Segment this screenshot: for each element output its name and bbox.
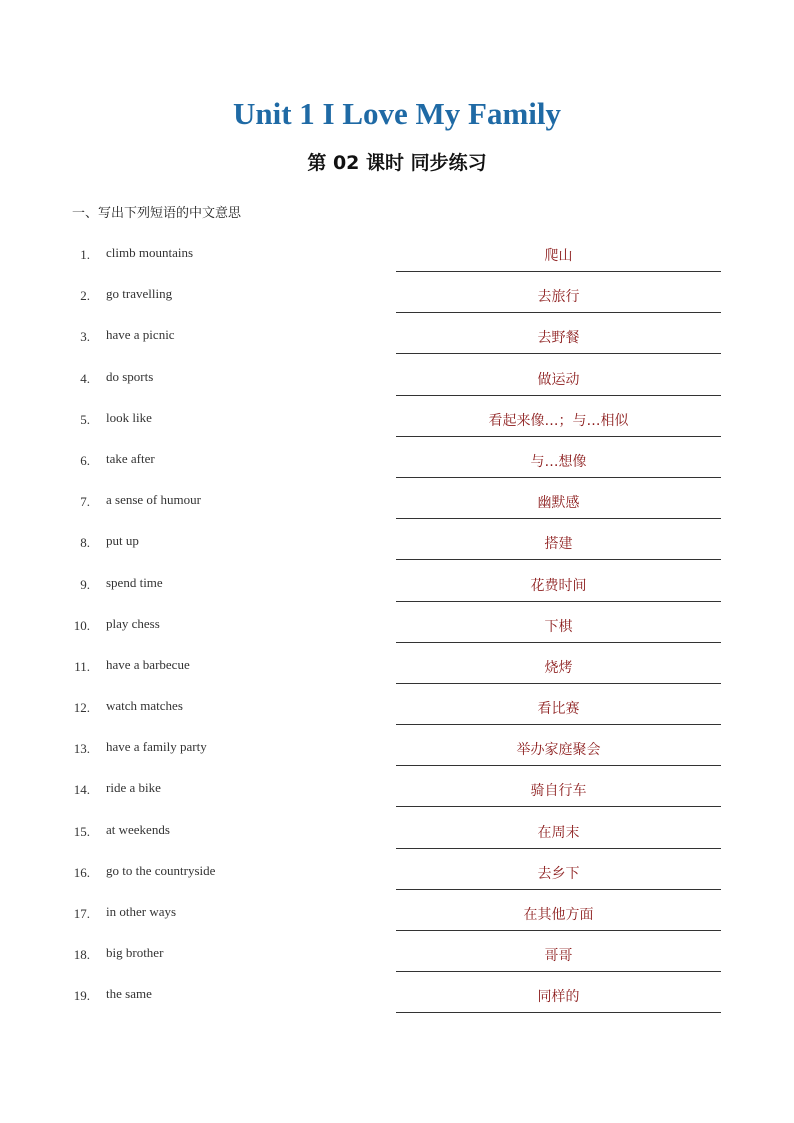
exercise-item: [0, 274, 794, 315]
english-phrase: have a family party: [106, 739, 207, 755]
exercise-item: [0, 933, 794, 974]
chinese-answer: 骑自行车: [530, 783, 587, 800]
item-number: 13.: [73, 741, 90, 757]
exercise-item: [0, 357, 794, 398]
exercise-item: [0, 892, 794, 933]
answer-line: [396, 1012, 721, 1013]
english-phrase: spend time: [106, 574, 163, 590]
english-phrase: climb mountains: [106, 245, 194, 260]
exercise-item: [0, 974, 794, 1015]
english-phrase: ride a bike: [106, 780, 161, 796]
english-phrase: at weekends: [106, 821, 170, 837]
english-phrase: a sense of humour: [106, 492, 201, 508]
english-phrase: big brother: [106, 945, 164, 961]
exercise-item: [0, 398, 794, 439]
item-number: 18.: [73, 947, 90, 963]
english-phrase: have a barbecue: [106, 656, 190, 672]
chinese-answer: 同样的: [537, 989, 580, 1006]
answer-line: [396, 642, 721, 643]
exercise-item: [0, 768, 794, 809]
chinese-answer: 幽默感: [537, 495, 580, 512]
item-number: 9.: [80, 576, 90, 592]
item-number: 16.: [73, 864, 90, 880]
exercise-item: [0, 645, 794, 686]
exercise-item: [0, 521, 794, 562]
answer-line: [396, 601, 721, 602]
english-phrase: watch matches: [106, 698, 183, 714]
answer-line: [396, 436, 721, 437]
english-phrase: have a picnic: [106, 327, 175, 343]
section-heading: 一、写出下列短语的中文意思: [72, 206, 242, 221]
answer-line: [396, 889, 721, 890]
exercise-item: [0, 851, 794, 892]
chinese-answer: 烧烤: [544, 659, 573, 676]
exercise-item: [0, 233, 794, 274]
chinese-answer: 爬山: [544, 248, 573, 264]
chinese-answer: 举办家庭聚会: [516, 742, 601, 759]
chinese-answer: 下棋: [544, 618, 573, 635]
exercise-item: [0, 686, 794, 727]
exercise-item: [0, 604, 794, 645]
item-number: 15.: [73, 823, 90, 839]
chinese-answer: 哥哥: [544, 948, 573, 965]
item-number: 3.: [80, 329, 90, 345]
exercise-item: [0, 480, 794, 521]
answer-line: [396, 312, 721, 313]
english-phrase: in other ways: [106, 904, 177, 919]
answer-line: [396, 271, 721, 272]
chinese-answer: 去野餐: [537, 330, 580, 347]
item-number: 4.: [80, 370, 90, 386]
item-number: 5.: [80, 411, 90, 427]
exercise-item: [0, 439, 794, 480]
english-phrase: the same: [106, 986, 152, 1002]
answer-line: [396, 765, 721, 766]
answer-line: [396, 395, 721, 396]
page-title: Unit 1 I Love My Family: [232, 96, 562, 131]
answer-line: [396, 806, 721, 807]
item-number: 17.: [73, 906, 90, 921]
exercise-list: [0, 233, 794, 1016]
chinese-answer: 花费时间: [530, 577, 587, 594]
chinese-answer: 去旅行: [537, 289, 580, 306]
answer-line: [396, 353, 721, 354]
chinese-answer: 在周末: [537, 824, 580, 841]
item-number: 8.: [80, 535, 90, 551]
answer-line: [396, 724, 721, 725]
answer-line: [396, 518, 721, 519]
chinese-answer: 与…想像: [530, 453, 587, 470]
item-number: 7.: [80, 494, 90, 510]
english-phrase: do sports: [106, 368, 154, 384]
answer-line: [396, 930, 721, 931]
item-number: 11.: [74, 658, 90, 674]
answer-line: [396, 971, 721, 972]
chinese-answer: 搭建: [544, 536, 573, 553]
item-number: 6.: [80, 452, 90, 468]
exercise-item: [0, 727, 794, 768]
item-number: 12.: [73, 700, 90, 716]
answer-line: [396, 559, 721, 560]
exercise-item: [0, 810, 794, 851]
lesson-subtitle: 第 02 课时 同步练习: [307, 152, 487, 174]
item-number: 19.: [73, 988, 90, 1004]
english-phrase: look like: [106, 409, 152, 425]
exercise-item: [0, 563, 794, 604]
english-phrase: play chess: [106, 615, 160, 631]
chinese-answer: 去乡下: [537, 865, 580, 882]
item-number: 1.: [80, 247, 90, 262]
answer-line: [396, 848, 721, 849]
chinese-answer: 看起来像…；与…相似: [488, 412, 629, 429]
chinese-answer: 看比赛: [537, 701, 580, 718]
english-phrase: go travelling: [106, 286, 173, 302]
english-phrase: go to the countryside: [106, 862, 216, 878]
english-phrase: take after: [106, 450, 155, 466]
item-number: 14.: [73, 782, 90, 798]
chinese-answer: 做运动: [537, 371, 580, 388]
item-number: 2.: [80, 288, 90, 304]
english-phrase: put up: [106, 533, 139, 549]
chinese-answer: 在其他方面: [523, 907, 594, 923]
item-number: 10.: [73, 617, 90, 633]
answer-line: [396, 683, 721, 684]
exercise-item: [0, 315, 794, 356]
answer-line: [396, 477, 721, 478]
